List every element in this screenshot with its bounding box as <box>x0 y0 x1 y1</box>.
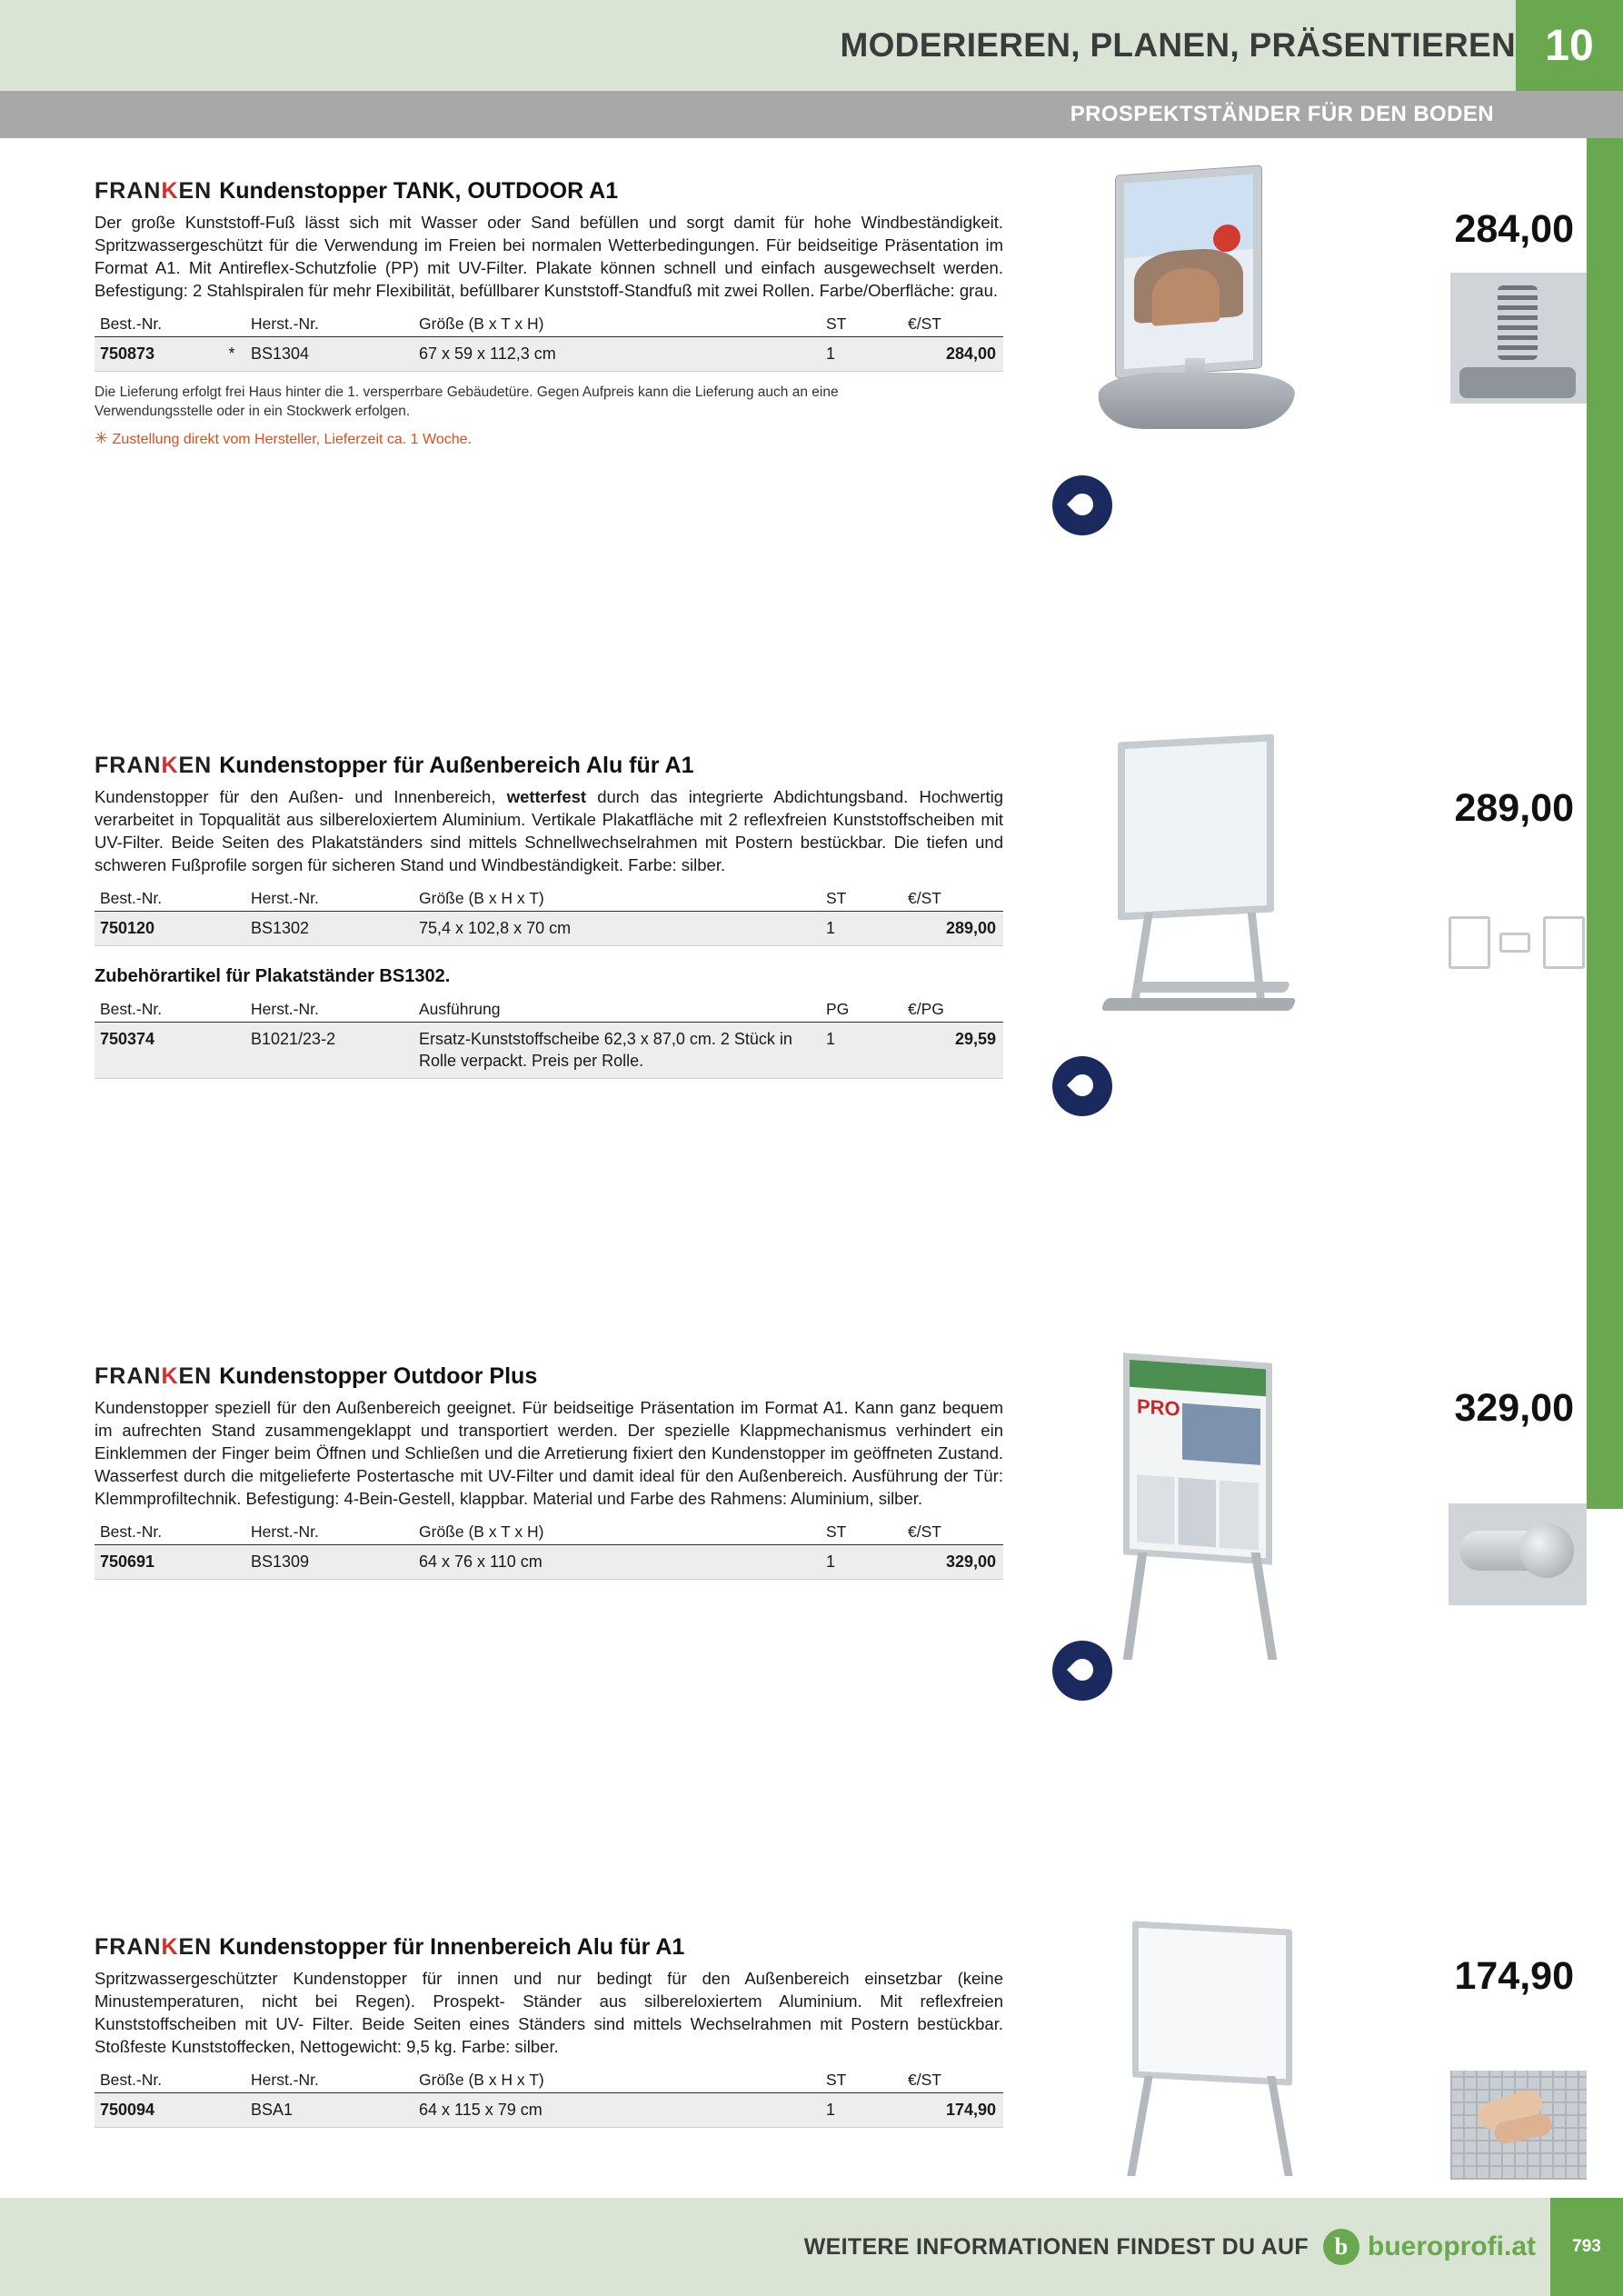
col-unit: ST <box>826 2071 908 2093</box>
brand-logo-franken: FRANKEN <box>95 1363 213 1389</box>
page-header-title-wrap <box>840 0 1516 91</box>
product-2-accessory-image <box>1449 916 1585 974</box>
product-2-image <box>1080 738 1361 1029</box>
product-1-shipping-note <box>95 429 1003 448</box>
product-block-2 <box>95 753 1003 1079</box>
price-tag-1: 284,00 <box>1376 189 1587 269</box>
waterproof-drop-icon-1 <box>1052 475 1112 535</box>
col-size: Größe (B x T x H) <box>419 314 826 337</box>
cell-star <box>213 2093 251 2128</box>
product-4-description: Spritzwassergeschützter Kundenstopper für innen und nur bedingt für den Außenbereich einsetzbar (keine Minustemperaturen, nicht bei Regen). Prospekt- Ständer aus silbereloxiertem Aluminium. Mit reflexfreien Kunststoffscheiben mit UV- Filter. Beide Seiten eines Ständers sind mittels Wechselrahmen mit Postern bestückbar. Stoßfeste Kunststoffecken, Nettogewicht: 9,5 kg. Farbe: silber. <box>95 1969 1003 2056</box>
product-3-description: Kundenstopper speziell für den Außenbereich geeignet. Für beidseitige Präsentation im Format A1. Kann ganz bequem im aufrechten Stand zusammengeklappt und transportiert werden. Der spezielle Klappmechanismus verhindert ein Einklemmen der Finger beim Öffnen und Schließen und die Arretierung fixiert den Kundenstopper im geöffneten Zustand. Wasserfest durch die mitgelieferte Postertasche mit UV-Filter und damit ideal für den Außenbereich. Ausführung der Tür: Klemmprofiltechnik. Befestigung: 4-Bein-Gestell, klappbar. Material und Farbe des Rahmens: Aluminium, silber. <box>95 1398 1003 1508</box>
brand-logo-franken: FRANKEN <box>95 1934 213 1960</box>
brand-logo-franken: FRANKEN <box>95 178 213 204</box>
col-unit: PG <box>826 1000 908 1023</box>
product-2-description: Kundenstopper für den Außen- und Innenbereich, wetterfest durch das integrierte Abdichtungsband. Hochwertig verarbeitet in Topqualität aus silbereloxiertem Aluminium. Vertikale Plakatfläche mit 2 reflexfreien Kunststoffscheiben mit UV-Filter. Beide Seiten des Plakatständers sind mittels Schnellwechselrahmen mit Postern bestückbar. Die tiefen und schweren Fußprofile sorgen für sicheren Stand und Windbeständigkeit. Farbe: silber. <box>95 787 1004 874</box>
cell-price: 329,00 <box>908 1545 1003 1580</box>
cell-herst-nr: BS1302 <box>251 912 419 946</box>
table-header-row <box>95 889 1003 912</box>
cell-star <box>213 912 251 946</box>
cell-unit: 1 <box>826 337 908 372</box>
col-star <box>213 1000 251 1023</box>
table-header-row <box>95 1000 1003 1023</box>
cell-star <box>213 1023 251 1079</box>
product-2-accessories-heading: Zubehörartikel für Plakatständer BS1302. <box>95 966 451 986</box>
table-header-row <box>95 1522 1003 1545</box>
table-row[interactable] <box>95 2093 1003 2128</box>
product-3-heading <box>95 1363 1003 1390</box>
page-header-band <box>0 0 1623 91</box>
cell-size: 64 x 76 x 110 cm <box>419 1545 826 1580</box>
footer-text: WEITERE INFORMATIONEN FINDEST DU AUF <box>803 2233 1309 2260</box>
footer-brand[interactable] <box>1323 2229 1536 2265</box>
cell-size: 75,4 x 102,8 x 70 cm <box>419 912 826 946</box>
page-number: 793 <box>1550 2198 1623 2296</box>
col-star <box>213 1522 251 1545</box>
cell-price: 174,90 <box>908 2093 1003 2128</box>
cell-unit: 1 <box>826 1023 908 1079</box>
cell-unit: 1 <box>826 1545 908 1580</box>
col-herst-nr: Herst.-Nr. <box>251 2071 419 2093</box>
a-frame-legs-graphic <box>1116 1552 1294 1662</box>
table-row[interactable] <box>95 1023 1003 1079</box>
cell-ausfuehrung: Ersatz-Kunststoffscheibe 62,3 x 87,0 cm. 2 Stück in Rolle verpackt. Preis per Rolle. <box>419 1023 826 1079</box>
brand-logo-franken: FRANKEN <box>95 753 213 778</box>
product-1-shipping-note-text: Zustellung direkt vom Hersteller, Lieferzeit ca. 1 Woche. <box>112 432 472 447</box>
product-4-heading <box>95 1934 1003 1961</box>
product-1-title: Kundenstopper TANK, OUTDOOR A1 <box>219 178 619 204</box>
cell-herst-nr: BSA1 <box>251 2093 419 2128</box>
col-best-nr: Best.-Nr. <box>95 889 213 912</box>
brand-name: bueroprofi.at <box>1368 2231 1536 2261</box>
table-header-row <box>95 2071 1003 2093</box>
product-2-title: Kundenstopper für Außenbereich Alu für A1 <box>219 753 694 778</box>
col-herst-nr: Herst.-Nr. <box>251 1000 419 1023</box>
col-best-nr: Best.-Nr. <box>95 314 213 337</box>
col-unit: ST <box>826 314 908 337</box>
poster-panel-graphic <box>1118 734 1274 920</box>
asterisk-icon: ✳ <box>95 429 109 447</box>
page-title: MODERIEREN, PLANEN, PRÄSENTIEREN <box>840 26 1516 64</box>
cell-herst-nr: B1021/23-2 <box>251 1023 419 1079</box>
product-2-article-table <box>95 889 1003 946</box>
page-footer-band <box>0 2198 1623 2296</box>
table-row[interactable] <box>95 1545 1003 1580</box>
brand-badge-icon: b <box>1323 2229 1359 2265</box>
col-best-nr: Best.-Nr. <box>95 2071 213 2093</box>
cell-price: 289,00 <box>908 912 1003 946</box>
a-frame-legs-graphic <box>1116 2076 1309 2178</box>
col-unit: ST <box>826 889 908 912</box>
cell-star: * <box>213 337 251 372</box>
footer-content <box>804 2198 1536 2296</box>
cell-best-nr: 750873 <box>95 337 213 372</box>
side-rail <box>1587 138 1623 1509</box>
section-title: PROSPEKTSTÄNDER FÜR DEN BODEN <box>1070 102 1494 126</box>
product-1-delivery-note: Die Lieferung erfolgt frei Haus hinter die 1. versperrbare Gebäudetüre. Gegen Aufpreis kann die Lieferung auch an eine Verwendungsstelle oder in ein Stockwerk erfolgen. <box>95 384 839 419</box>
product-3-article-table <box>95 1522 1003 1580</box>
product-block-1 <box>95 178 1003 448</box>
poster-artwork <box>1124 175 1253 369</box>
cell-unit: 1 <box>826 2093 908 2128</box>
product-1-heading <box>95 178 1003 205</box>
col-ausfuehrung: Ausführung <box>419 1000 826 1023</box>
col-unit: ST <box>826 1522 908 1545</box>
stand-base-graphic <box>1095 373 1298 429</box>
col-herst-nr: Herst.-Nr. <box>251 1522 419 1545</box>
product-3-image <box>1116 1358 1389 1676</box>
cell-best-nr: 750374 <box>95 1023 213 1079</box>
product-1-article-table <box>95 314 1003 372</box>
col-price: €/ST <box>908 1522 1003 1545</box>
waterproof-drop-icon-3 <box>1052 1641 1112 1701</box>
price-tag-2: 289,00 <box>1376 768 1587 848</box>
product-2-heading <box>95 753 1003 779</box>
product-1-description: Der große Kunststoff-Fuß lässt sich mit Wasser oder Sand befüllen und sorgt damit für hohe Windbeständigkeit. Spritzwassergeschützt für die Verwendung im Freien bei normalen Wetterbedingungen. Für beidseitige Präsentation im Format A1. Mit Antireflex-Schutzfolie (PP) mit UV-Filter. Plakate können schnell und einfach ausgewechselt werden. Befestigung: 2 Stahlspiralen für mehr Flexibilität, befüllbarer Kunststoff-Standfuß mit zwei Rollen. Farbe/Oberfläche: grau. <box>95 213 1003 300</box>
col-best-nr: Best.-Nr. <box>95 1000 213 1023</box>
table-row[interactable] <box>95 337 1003 372</box>
product-1-image <box>1090 165 1363 447</box>
chapter-number-tab: 10 <box>1516 0 1623 91</box>
product-block-4 <box>95 1934 1003 2128</box>
cell-herst-nr: BS1309 <box>251 1545 419 1580</box>
product-4-article-table <box>95 2071 1003 2128</box>
table-header-row <box>95 314 1003 337</box>
col-herst-nr: Herst.-Nr. <box>251 889 419 912</box>
col-best-nr: Best.-Nr. <box>95 1522 213 1545</box>
product-3-detail-image <box>1449 1503 1587 1605</box>
col-size: Größe (B x H x T) <box>419 889 826 912</box>
poster-frame-graphic: PRO <box>1123 1353 1272 1564</box>
cell-price: 29,59 <box>908 1023 1003 1079</box>
poster-board-graphic <box>1132 1921 1292 2085</box>
col-price: €/ST <box>908 889 1003 912</box>
product-block-3 <box>95 1363 1003 1580</box>
col-star <box>213 889 251 912</box>
col-price: €/ST <box>908 2071 1003 2093</box>
product-2-accessory-table <box>95 1000 1003 1079</box>
price-tag-3: 329,00 <box>1376 1368 1587 1448</box>
product-4-detail-image <box>1450 2071 1587 2180</box>
cell-best-nr: 750094 <box>95 2093 213 2128</box>
stand-foot-front-graphic <box>1100 998 1297 1011</box>
table-row[interactable] <box>95 912 1003 946</box>
col-price: €/ST <box>908 314 1003 337</box>
col-herst-nr: Herst.-Nr. <box>251 314 419 337</box>
cell-size: 67 x 59 x 112,3 cm <box>419 337 826 372</box>
col-price: €/PG <box>908 1000 1003 1023</box>
waterproof-drop-icon-2 <box>1052 1056 1112 1116</box>
cell-star <box>213 1545 251 1580</box>
product-3-title: Kundenstopper Outdoor Plus <box>219 1363 538 1389</box>
stand-foot-rear-graphic <box>1132 982 1291 993</box>
price-tag-4: 174,90 <box>1376 1936 1587 2016</box>
col-size: Größe (B x H x T) <box>419 2071 826 2093</box>
cell-price: 284,00 <box>908 337 1003 372</box>
col-star <box>213 2071 251 2093</box>
cell-best-nr: 750120 <box>95 912 213 946</box>
product-1-detail-image <box>1450 273 1587 404</box>
cell-size: 64 x 115 x 79 cm <box>419 2093 826 2128</box>
product-4-title: Kundenstopper für Innenbereich Alu für A1 <box>219 1934 685 1960</box>
cell-unit: 1 <box>826 912 908 946</box>
poster-frame-graphic <box>1116 165 1261 377</box>
cell-best-nr: 750691 <box>95 1545 213 1580</box>
cell-herst-nr: BS1304 <box>251 337 419 372</box>
product-4-image <box>1116 1925 1389 2198</box>
col-size: Größe (B x T x H) <box>419 1522 826 1545</box>
col-star <box>213 314 251 337</box>
